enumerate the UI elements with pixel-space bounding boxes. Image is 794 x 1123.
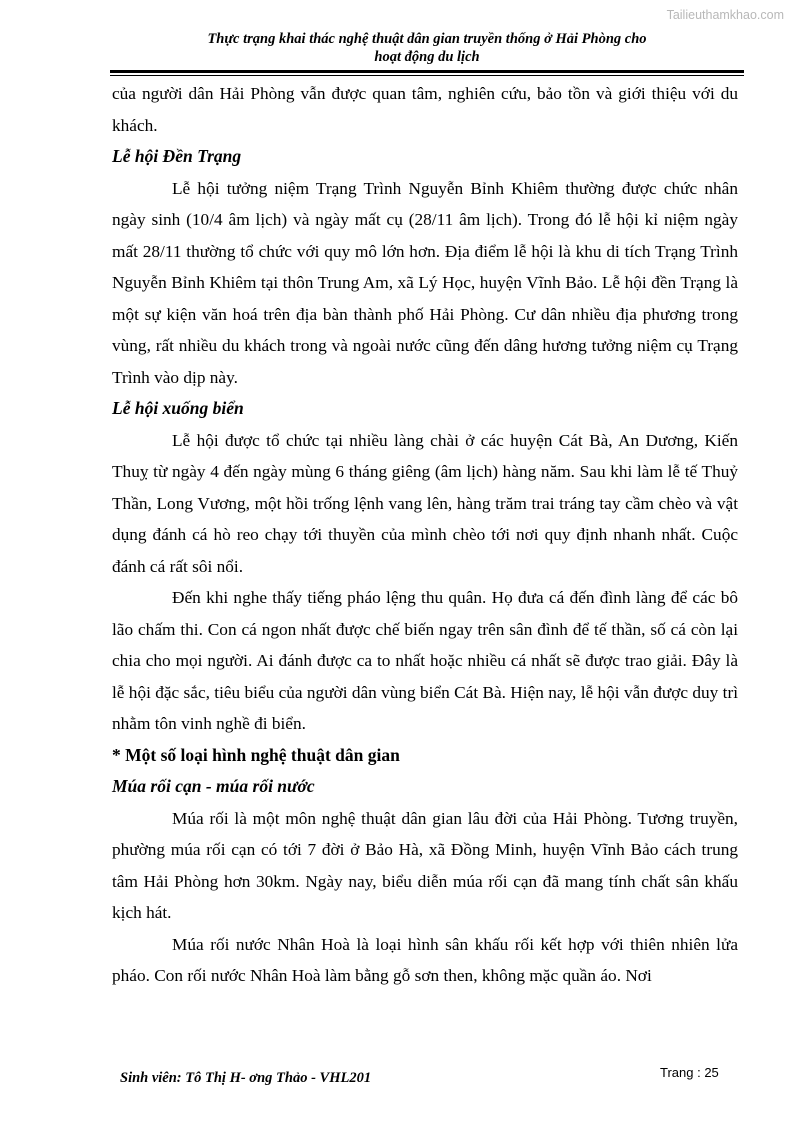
heading-den-trang: Lễ hội Đền Trạng [112,146,242,166]
paragraph-xuong-bien-2: Đến khi nghe thấy tiếng pháo lệng thu quân. Họ đưa cá đến đình làng để các bô lão chấm thi. Con cá ngon nhất được chế biến ngay trên sân đình để tế thần, số cá còn lại chia cho mọi người. Ai đánh được ca to nhất hoặc nhiều cá nhất sẽ được trao giải. Đây là lễ hội đặc sắc, tiêu biểu của người dân vùng biển Cát Bà. Hiện nay, lễ hội vẫn được duy trì nhằm tôn vinh nghề đi biển. [112,588,738,733]
header-rule [110,70,744,73]
page-number: Trang : 25 [660,1065,719,1080]
page-body [112,78,738,992]
footer-author: Sinh viên: Tô Thị H- ơng Thảo - VHL201 [120,1070,372,1086]
paragraph-intro: của người dân Hải Phòng vẫn được quan tâm, nghiên cứu, bảo tồn và giới thiệu với du khách. [112,84,738,135]
section-title: * Một số loại hình nghệ thuật dân gian [112,744,400,765]
watermark: Tailieuthamkhao.com [666,8,784,22]
paragraph-xuong-bien-1: Lễ hội được tổ chức tại nhiều làng chài ở các huyện Cát Bà, An Dương, Kiến Thuỵ từ ngày 4 đến ngày mùng 6 tháng giêng (âm lịch) hàng năm. Sau khi làm lễ tế Thuỷ Thần, Long Vương, một hồi trống lệnh vang lên, hàng trăm trai tráng tay cầm chèo và vật dụng đánh cá hò reo chạy tới thuyền của mình chèo tới nơi quy định nhanh nhất. Cuộc đánh cá rất sôi nổi. [112,430,738,576]
heading-mua-roi: Múa rối cạn - múa rối nước [112,776,315,796]
header-rule-thin [110,75,744,76]
paragraph-mua-roi-1: Múa rối là một môn nghệ thuật dân gian lâu đời của Hải Phòng. Tương truyền, phường múa rối cạn có tới 7 đời ở Bảo Hà, xã Đồng Minh, huyện Vĩnh Bảo cách trung tâm Hải Phòng hơn 30km. Ngày nay, biểu diễn múa rối cạn đã mang tính chất sân khấu kịch hát. [112,808,738,922]
paragraph-den-trang: Lễ hội tưởng niệm Trạng Trình Nguyễn Bỉnh Khiêm thường được chức nhân ngày sinh (10/4 âm lịch) và ngày mất cụ (28/11 âm lịch). Trong đó lễ hội kỉ niệm ngày mất 28/11 thường tổ chức với quy mô lớn hơn. Địa điểm lễ hội là khu di tích Trạng Trình Nguyễn Bỉnh Khiêm tại thôn Trung Am, xã Lý Học, huyện Vĩnh Bảo. Lễ hội đền Trạng là một sự kiện văn hoá trên địa bàn thành phố Hải Phòng. Cư dân nhiều địa phương trong vùng, rất nhiều du khách trong và ngoài nước cũng đến dâng hương tưởng niệm cụ Trạng Trình vào dịp này. [112,178,738,387]
header-title-line-1: Thực trạng khai thác nghệ thuật dân gian truyền thống ở Hải Phòng cho [207,31,647,47]
running-header [110,30,744,66]
paragraph-mua-roi-2: Múa rối nước Nhân Hoà là loại hình sân khấu rối kết hợp với thiên nhiên lửa pháo. Con rối nước Nhân Hoà làm bằng gỗ sơn then, không mặc quần áo. Nơi [112,934,738,985]
header-title-line-2: hoạt động du lịch [374,49,480,65]
heading-xuong-bien: Lễ hội xuống biển [112,398,244,418]
